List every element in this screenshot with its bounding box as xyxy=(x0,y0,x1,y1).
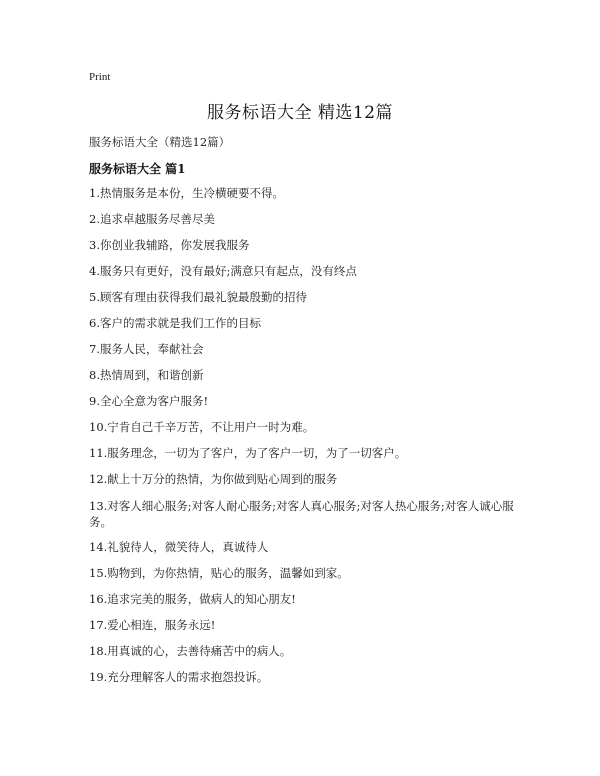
list-item: 13.对客人细心服务;对客人耐心服务;对客人真心服务;对客人热心服务;对客人诚心服务。 xyxy=(89,499,514,529)
list-item: 8.热情周到，和谐创新 xyxy=(89,368,204,382)
list-item: 2.追求卓越服务尽善尽美 xyxy=(89,212,215,226)
list-item: 18.用真诚的心，去善待痛苦中的病人。 xyxy=(89,644,292,658)
list-item: 6.客户的需求就是我们工作的目标 xyxy=(89,316,261,330)
list-item: 19.充分理解客人的需求抱怨投诉。 xyxy=(89,670,269,684)
list-item: 17.爱心相连，服务永远! xyxy=(89,618,216,632)
list-item: 15.购物到，为你热情，贴心的服务，温馨如到家。 xyxy=(89,566,349,580)
list-item: 12.献上十万分的热情，为你做到贴心周到的服务 xyxy=(89,472,338,486)
list-item: 9.全心全意为客户服务! xyxy=(89,394,209,408)
list-item: 4.服务只有更好，没有最好;满意只有起点，没有终点 xyxy=(89,264,357,278)
section-heading: 服务标语大全 篇1 xyxy=(89,162,186,176)
list-item: 3.你创业我辅路，你发展我服务 xyxy=(89,238,250,252)
list-item: 7.服务人民，奉献社会 xyxy=(89,342,204,356)
slogan-list xyxy=(89,186,529,696)
list-item: 10.宁肯自己千辛万苦，不让用户一时为难。 xyxy=(89,420,315,434)
page-subtitle: 服务标语大全（精选12篇） xyxy=(89,135,231,149)
page-title: 服务标语大全 精选12篇 xyxy=(206,103,394,123)
list-item: 14.礼貌待人，微笑待人，真诚待人 xyxy=(89,540,269,554)
list-item: 16.追求完美的服务，做病人的知心朋友! xyxy=(89,592,296,606)
list-item: 1.热情服务是本份，生冷横硬要不得。 xyxy=(89,186,284,200)
list-item: 11.服务理念，一切为了客户，为了客户一切，为了一切客户。 xyxy=(89,446,407,460)
list-item: 5.顾客有理由获得我们最礼貌最殷勤的招待 xyxy=(89,290,307,304)
print-label: Print xyxy=(89,71,111,83)
